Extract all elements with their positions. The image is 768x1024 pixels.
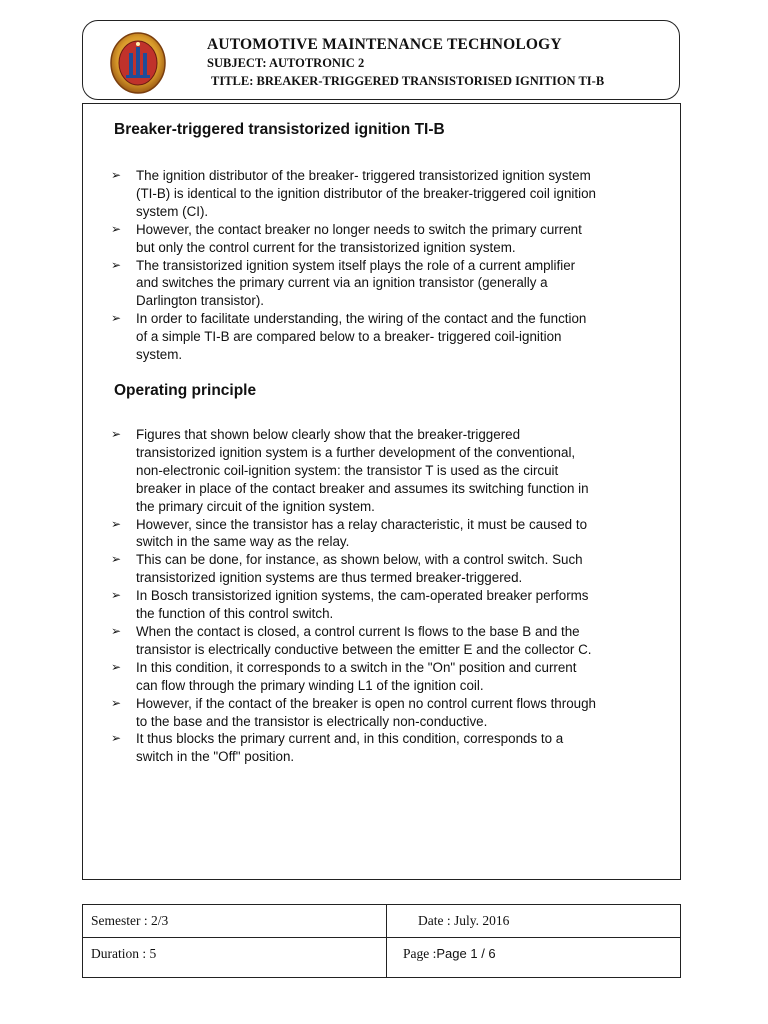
bullet-line: In this condition, it corresponds to a switch in the "On" position and current	[136, 659, 577, 675]
arrowhead-bullet-icon: ➢	[111, 731, 122, 746]
bullet-line: of a simple TI-B are compared below to a breaker- triggered coil-ignition	[136, 329, 562, 345]
arrowhead-bullet-icon: ➢	[111, 695, 122, 710]
bullet-list	[111, 167, 651, 364]
bullet-line: The ignition distributor of the breaker- triggered transistorized ignition system	[136, 168, 591, 183]
institution-seal-logo	[109, 31, 167, 95]
bullet-line: system (CI).	[136, 203, 209, 219]
content-box	[82, 103, 681, 880]
list-item	[111, 587, 651, 623]
bullet-line: breaker in place of the contact breaker and assumes its switching function in	[136, 480, 589, 496]
subject-line: SUBJECT: AUTOTRONIC 2	[207, 56, 365, 70]
section-heading: Breaker-triggered transistorized ignition TI-B	[114, 121, 445, 138]
bullet-line: and switches the primary current via an ignition transistor (generally a	[136, 275, 548, 291]
bullet-line: the primary circuit of the ignition system.	[136, 498, 375, 514]
arrowhead-bullet-icon: ➢	[111, 221, 122, 236]
bullet-line: In Bosch transistorized ignition systems, the cam-operated breaker performs	[136, 588, 589, 604]
arrowhead-bullet-icon: ➢	[111, 168, 122, 182]
bullet-line: When the contact is closed, a control current Is flows to the base B and the	[136, 623, 580, 639]
bullet-line: but only the control current for the transistorized ignition system.	[136, 239, 516, 255]
arrowhead-bullet-icon: ➢	[111, 427, 122, 441]
bullet-line: non-electronic coil-ignition system: the transistor T is used as the circuit	[136, 462, 559, 478]
document-footer-table	[82, 904, 681, 978]
arrowhead-bullet-icon: ➢	[111, 659, 122, 674]
bullet-line: The transistorized ignition system itself plays the role of a current amplifier	[136, 257, 576, 273]
bullet-line: can flow through the primary winding L1 of the ignition coil.	[136, 677, 484, 693]
footer-divider	[83, 937, 680, 938]
bullet-line: It thus blocks the primary current and, in this condition, corresponds to a	[136, 731, 564, 747]
list-item	[111, 310, 651, 364]
arrowhead-bullet-icon: ➢	[111, 588, 122, 603]
arrowhead-bullet-icon: ➢	[111, 516, 122, 531]
document-title: TITLE: BREAKER-TRIGGERED TRANSISTORISED IGNITION TI-B	[211, 74, 605, 88]
bullet-line: the function of this control switch.	[136, 606, 334, 622]
bullet-line: switch in the "Off" position.	[136, 749, 295, 765]
bullet-line: system.	[136, 347, 183, 363]
bullet-line: transistorized ignition system is a further development of the conventional,	[136, 444, 576, 460]
semester-cell: Semester : 2/3	[91, 913, 169, 928]
duration-cell: Duration : 5	[91, 946, 157, 961]
bullet-line: However, the contact breaker no longer needs to switch the primary current	[136, 221, 582, 237]
bullet-line: transistorized ignition systems are thus termed breaker-triggered.	[136, 570, 523, 586]
page-number: Page 1 / 6	[436, 946, 496, 961]
arrowhead-bullet-icon: ➢	[111, 623, 122, 638]
page-label: Page :	[403, 946, 437, 961]
list-item	[111, 730, 651, 766]
list-item	[111, 516, 651, 552]
list-item	[111, 623, 651, 659]
bullet-line: switch in the same way as the relay.	[136, 534, 350, 550]
list-item	[111, 551, 651, 587]
institution-title: AUTOMOTIVE MAINTENANCE TECHNOLOGY	[207, 36, 562, 53]
list-item	[111, 659, 651, 695]
date-cell: Date : July. 2016	[418, 913, 510, 928]
arrowhead-bullet-icon: ➢	[111, 552, 122, 567]
list-item	[111, 695, 651, 731]
list-item	[111, 167, 651, 221]
list-item	[111, 221, 651, 257]
bullet-line: Darlington transistor).	[136, 293, 265, 309]
bullet-line: In order to facilitate understanding, the wiring of the contact and the function	[136, 311, 587, 327]
page-cell	[403, 946, 496, 962]
arrowhead-bullet-icon: ➢	[111, 311, 122, 326]
bullet-line: to the base and the transistor is electrically non-conductive.	[136, 713, 488, 729]
document-header	[82, 20, 680, 100]
bullet-line: This can be done, for instance, as shown below, with a control switch. Such	[136, 552, 583, 568]
list-item	[111, 257, 651, 311]
list-item	[111, 426, 651, 516]
bullet-line: transistor is electrically conductive between the emitter E and the collector C.	[136, 641, 592, 657]
footer-divider	[386, 905, 387, 977]
bullet-line: However, since the transistor has a relay characteristic, it must be caused to	[136, 516, 588, 532]
bullet-list	[111, 426, 651, 766]
bullet-line: (TI-B) is identical to the ignition distributor of the breaker-triggered coil ignition	[136, 185, 596, 201]
bullet-line: However, if the contact of the breaker is open no control current flows through	[136, 695, 596, 711]
section-heading: Operating principle	[114, 382, 257, 399]
bullet-line: Figures that shown below clearly show that the breaker-triggered	[136, 427, 521, 442]
arrowhead-bullet-icon: ➢	[111, 257, 122, 272]
